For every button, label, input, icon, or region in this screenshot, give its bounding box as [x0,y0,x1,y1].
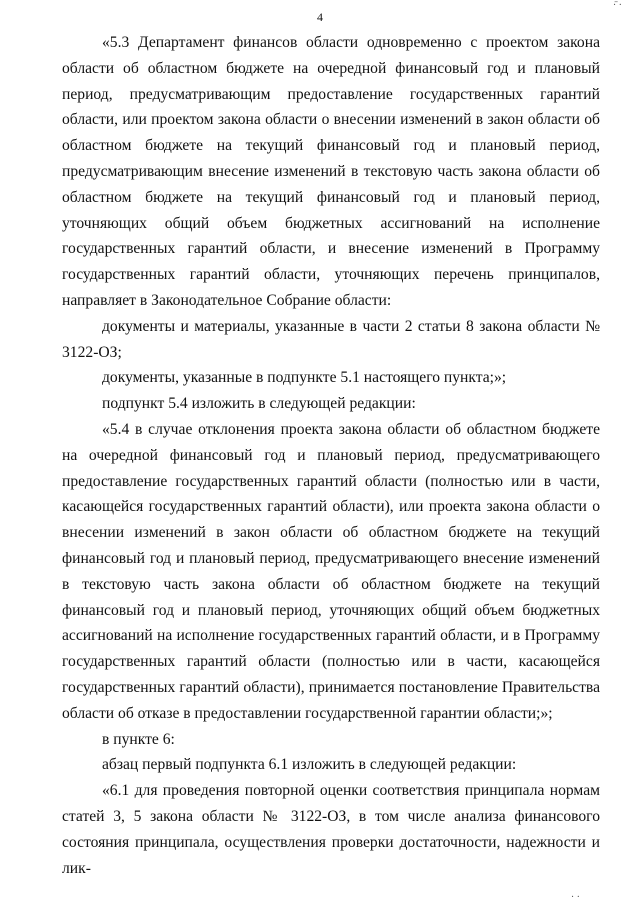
paragraph-6-1: «6.1 для проведения повторной оценки соответствия принципала нормам статей 3, 5 закона области № 3122-ОЗ, в том числе анализа финансового состояния принципала, осуществления проверки достаточности, надежности и лик- [62,782,600,877]
scan-artifact-top: ·̄ · [612,0,622,11]
paragraph-5-3: «5.3 Департамент финансов области одновременно с проектом закона области об областном бюджете на очередной финансовый год и плановый период, предусматривающим предоставление государственных гарантий области, или проектом закона области о внесении изменений в закон области об областном бюджете на текущий финансовый год и плановый период, предусматривающим внесение изменений в текстовую часть закона области об областном бюджете на текущий финансовый год и плановый период, уточняющих общий объем бюджетных ассигнований на исполнение государственных гарантий области, и внесение изменений в Программу государственных гарантий области, уточняющих перечень принципалов, направляет в Законодательное Собрание области: [62,34,600,309]
scan-artifact-bottom: · · [570,892,580,903]
paragraph-point-6: в пункте 6: [102,730,175,748]
document-body [62,30,600,881]
paragraph-5-4: «5.4 в случае отклонения проекта закона области об областном бюджете на очередной финансовый год и плановый период, предусматривающего предоставление государственных гарантий области (полностью или в части, касающейся государственных гарантий области), или проекта закона области о внесении изменений в закон области об областном бюджете на текущий финансовый год и плановый период, предусматривающего внесение изменений в текстовую часть закона области об областном бюджете на текущий финансовый год и плановый период, уточняющих общий объем бюджетных ассигнований на исполнение государственных гарантий области, и в Программу государственных гарантий области (полностью или в части, касающейся государственных гарантий области), принимается постановление Правительства области об отказе в предоставлении государственной гарантии области;»; [62,420,600,722]
page-number: 4 [317,10,323,24]
paragraph-documents-materials: документы и материалы, указанные в части 2 статьи 8 закона области № 3122-ОЗ; [62,317,600,361]
paragraph-amend-5-4: подпункт 5.4 изложить в следующей редакции: [102,395,416,413]
paragraph-amend-6-1: абзац первый подпункта 6.1 изложить в следующей редакции: [102,756,517,774]
paragraph-documents-5-1: документы, указанные в подпункте 5.1 настоящего пункта;»; [102,369,507,387]
